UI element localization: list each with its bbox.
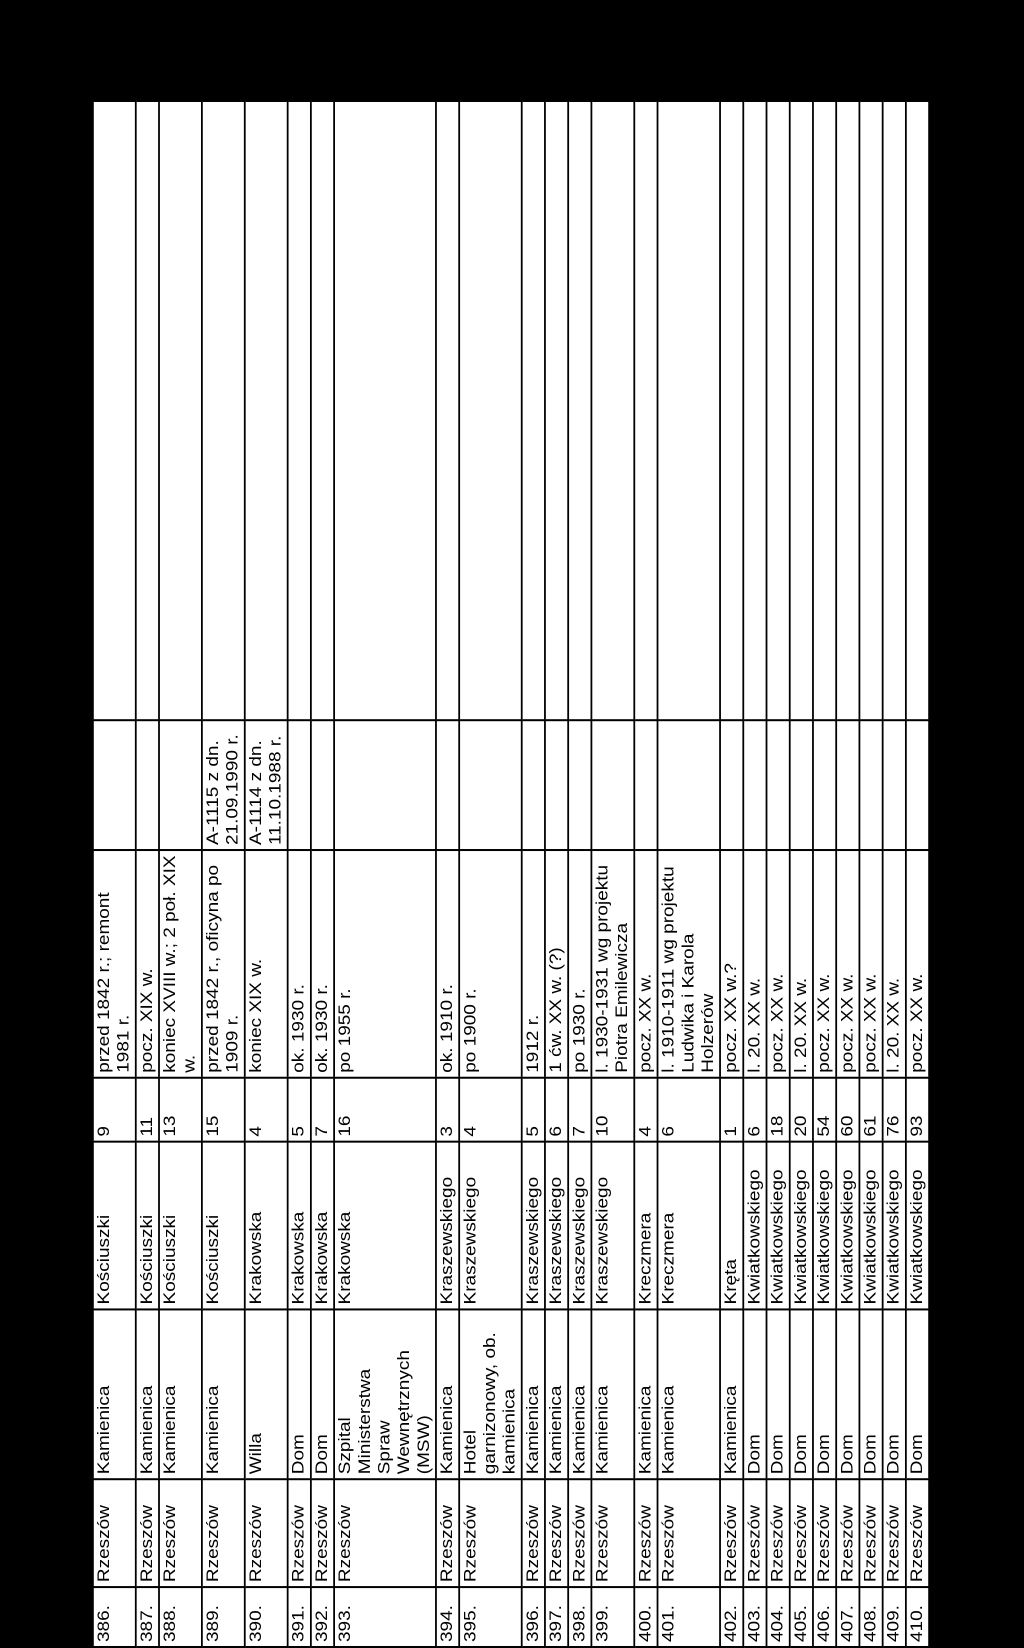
house-number-cell: 5 (288, 1078, 311, 1142)
register-number-cell (311, 720, 334, 850)
register-number-cell (743, 720, 766, 850)
table-row (790, 101, 813, 1647)
empty-cell (634, 101, 657, 720)
house-number-cell: 13 (159, 1078, 202, 1142)
row-number: 391. (288, 1587, 311, 1647)
row-number: 396. (522, 1587, 545, 1647)
object-type-cell: Dom (743, 1309, 766, 1479)
city-cell: Rzeszów (93, 1479, 136, 1587)
table-row (245, 101, 288, 1647)
table-row (836, 101, 859, 1647)
dating-cell: l. 20. XX w. (790, 850, 813, 1078)
row-number: 404. (767, 1587, 790, 1647)
row-number: 402. (720, 1587, 743, 1647)
row-number: 395. (459, 1587, 522, 1647)
dating-cell: pocz. XX w. (767, 850, 790, 1078)
empty-cell (159, 101, 202, 720)
city-cell: Rzeszów (634, 1479, 657, 1587)
object-type-cell: Kamienica (522, 1309, 545, 1479)
house-number-cell: 4 (459, 1078, 522, 1142)
empty-cell (245, 101, 288, 720)
row-number: 403. (743, 1587, 766, 1647)
row-number: 408. (859, 1587, 882, 1647)
house-number-cell: 1 (720, 1078, 743, 1142)
register-number-cell (658, 720, 721, 850)
row-number: 388. (159, 1587, 202, 1647)
table-row (522, 101, 545, 1647)
object-type-cell: Kamienica (545, 1309, 568, 1479)
house-number-cell: 76 (883, 1078, 906, 1142)
dating-cell: po 1900 r. (459, 850, 522, 1078)
dating-cell: pocz. XIX w. (136, 850, 159, 1078)
row-number: 410. (906, 1587, 929, 1647)
table-body (93, 101, 929, 1647)
city-cell: Rzeszów (522, 1479, 545, 1587)
empty-cell (545, 101, 568, 720)
empty-cell (658, 101, 721, 720)
row-number: 407. (836, 1587, 859, 1647)
house-number-cell: 54 (813, 1078, 836, 1142)
city-cell: Rzeszów (545, 1479, 568, 1587)
empty-cell (522, 101, 545, 720)
table-row (545, 101, 568, 1647)
city-cell: Rzeszów (568, 1479, 591, 1587)
empty-cell (136, 101, 159, 720)
dating-cell: 1 ćw. XX w. (?) (545, 850, 568, 1078)
empty-cell (720, 101, 743, 720)
street-cell: Krakowska (311, 1142, 334, 1310)
row-number: 390. (245, 1587, 288, 1647)
street-cell: Kwiatkowskiego (767, 1142, 790, 1310)
row-number: 389. (202, 1587, 245, 1647)
street-cell: Kraszewskiego (568, 1142, 591, 1310)
object-type-cell: Dom (790, 1309, 813, 1479)
house-number-cell: 3 (436, 1078, 459, 1142)
register-number-cell (136, 720, 159, 850)
object-type-cell: Dom (311, 1309, 334, 1479)
register-number-cell (568, 720, 591, 850)
street-cell: Kwiatkowskiego (813, 1142, 836, 1310)
object-type-cell: Dom (767, 1309, 790, 1479)
street-cell: Kościuszki (159, 1142, 202, 1310)
city-cell: Rzeszów (136, 1479, 159, 1587)
city-cell: Rzeszów (288, 1479, 311, 1587)
register-number-cell (836, 720, 859, 850)
register-number-cell (906, 720, 929, 850)
empty-cell (568, 101, 591, 720)
house-number-cell: 7 (311, 1078, 334, 1142)
object-type-cell: Kamienica (159, 1309, 202, 1479)
register-number-cell (522, 720, 545, 850)
empty-cell (202, 101, 245, 720)
empty-cell (459, 101, 522, 720)
table-row (743, 101, 766, 1647)
object-type-cell: Kamienica (202, 1309, 245, 1479)
register-number-cell (767, 720, 790, 850)
table-row (311, 101, 334, 1647)
row-number: 397. (545, 1587, 568, 1647)
table-row (906, 101, 929, 1647)
city-cell: Rzeszów (720, 1479, 743, 1587)
city-cell: Rzeszów (311, 1479, 334, 1587)
dating-cell: koniec XIX w. (245, 850, 288, 1078)
dating-cell: po 1930 r. (568, 850, 591, 1078)
register-number-cell (334, 720, 436, 850)
dating-cell: l. 1910-1911 wg projektu Ludwika i Karola Holzerów (658, 850, 721, 1078)
street-cell: Krakowska (245, 1142, 288, 1310)
row-number: 394. (436, 1587, 459, 1647)
object-type-cell: Kamienica (93, 1309, 136, 1479)
city-cell: Rzeszów (436, 1479, 459, 1587)
street-cell: Kościuszki (202, 1142, 245, 1310)
object-type-cell: Dom (836, 1309, 859, 1479)
dating-cell: pocz. XX w. (836, 850, 859, 1078)
house-number-cell: 6 (545, 1078, 568, 1142)
street-cell: Krakowska (334, 1142, 436, 1310)
dating-cell: l. 20. XX w. (743, 850, 766, 1078)
street-cell: Kościuszki (93, 1142, 136, 1310)
table-row (159, 101, 202, 1647)
street-cell: Kraszewskiego (591, 1142, 634, 1310)
table-row (93, 101, 136, 1647)
street-cell: Kreczmera (634, 1142, 657, 1310)
city-cell: Rzeszów (245, 1479, 288, 1587)
object-type-cell: Dom (813, 1309, 836, 1479)
house-number-cell: 4 (245, 1078, 288, 1142)
city-cell: Rzeszów (334, 1479, 436, 1587)
row-number: 399. (591, 1587, 634, 1647)
table-row (720, 101, 743, 1647)
house-number-cell: 61 (859, 1078, 882, 1142)
house-number-cell: 6 (743, 1078, 766, 1142)
dating-cell: ok. 1930 r. (311, 850, 334, 1078)
object-type-cell: Willa (245, 1309, 288, 1479)
register-number-cell (859, 720, 882, 850)
empty-cell (883, 101, 906, 720)
empty-cell (836, 101, 859, 720)
city-cell: Rzeszów (836, 1479, 859, 1587)
street-cell: Kraszewskiego (436, 1142, 459, 1310)
house-number-cell: 60 (836, 1078, 859, 1142)
city-cell: Rzeszów (906, 1479, 929, 1587)
table-row (288, 101, 311, 1647)
city-cell: Rzeszów (859, 1479, 882, 1587)
row-number: 405. (790, 1587, 813, 1647)
empty-cell (288, 101, 311, 720)
empty-cell (436, 101, 459, 720)
street-cell: Kraszewskiego (545, 1142, 568, 1310)
street-cell: Kościuszki (136, 1142, 159, 1310)
object-type-cell: Szpital Ministerstwa Spraw Wewnętrznych (MSW) (334, 1309, 436, 1479)
empty-cell (334, 101, 436, 720)
dating-cell: po 1955 r. (334, 850, 436, 1078)
city-cell: Rzeszów (459, 1479, 522, 1587)
dating-cell: l. 20. XX w. (883, 850, 906, 1078)
object-type-cell: Dom (288, 1309, 311, 1479)
register-number-cell (459, 720, 522, 850)
street-cell: Kwiatkowskiego (743, 1142, 766, 1310)
row-number: 409. (883, 1587, 906, 1647)
street-cell: Krakowska (288, 1142, 311, 1310)
empty-cell (93, 101, 136, 720)
house-number-cell: 93 (906, 1078, 929, 1142)
table-row (859, 101, 882, 1647)
table-row (767, 101, 790, 1647)
city-cell: Rzeszów (767, 1479, 790, 1587)
city-cell: Rzeszów (743, 1479, 766, 1587)
dating-cell: pocz. XX w. (634, 850, 657, 1078)
object-type-cell: Dom (859, 1309, 882, 1479)
register-number-cell (545, 720, 568, 850)
row-number: 393. (334, 1587, 436, 1647)
street-cell: Kwiatkowskiego (790, 1142, 813, 1310)
row-number: 387. (136, 1587, 159, 1647)
empty-cell (813, 101, 836, 720)
dating-cell: pocz. XX w. (859, 850, 882, 1078)
dating-cell: ok. 1930 r. (288, 850, 311, 1078)
city-cell: Rzeszów (202, 1479, 245, 1587)
register-number-cell (436, 720, 459, 850)
table-row (591, 101, 634, 1647)
register-number-cell (159, 720, 202, 850)
street-cell: Kraszewskiego (459, 1142, 522, 1310)
object-type-cell: Hotel garnizonowy, ob. kamienica (459, 1309, 522, 1479)
city-cell: Rzeszów (790, 1479, 813, 1587)
table-row (568, 101, 591, 1647)
register-number-cell (591, 720, 634, 850)
register-number-cell (288, 720, 311, 850)
object-type-cell: Kamienica (658, 1309, 721, 1479)
table-row (634, 101, 657, 1647)
street-cell: Kwiatkowskiego (859, 1142, 882, 1310)
object-type-cell: Kamienica (634, 1309, 657, 1479)
street-cell: Kwiatkowskiego (906, 1142, 929, 1310)
empty-cell (859, 101, 882, 720)
dating-cell: 1912 r. (522, 850, 545, 1078)
row-number: 392. (311, 1587, 334, 1647)
house-number-cell: 4 (634, 1078, 657, 1142)
dating-cell: koniec XVIII w.; 2 poł. XIX w. (159, 850, 202, 1078)
street-cell: Kwiatkowskiego (836, 1142, 859, 1310)
house-number-cell: 20 (790, 1078, 813, 1142)
row-number: 401. (658, 1587, 721, 1647)
street-cell: Kraszewskiego (522, 1142, 545, 1310)
city-cell: Rzeszów (883, 1479, 906, 1587)
register-number-cell: A-1115 z dn. 21.09.1990 r. (202, 720, 245, 850)
dating-cell: pocz. XX w. (906, 850, 929, 1078)
object-type-cell: Dom (883, 1309, 906, 1479)
register-number-cell (93, 720, 136, 850)
register-number-cell: A-1114 z dn. 11.10.1988 r. (245, 720, 288, 850)
dating-cell: przed 1842 r., oficyna po 1909 r. (202, 850, 245, 1078)
row-number: 406. (813, 1587, 836, 1647)
monuments-register-table (92, 100, 930, 1648)
object-type-cell: Kamienica (568, 1309, 591, 1479)
empty-cell (311, 101, 334, 720)
object-type-cell: Dom (906, 1309, 929, 1479)
city-cell: Rzeszów (591, 1479, 634, 1587)
empty-cell (790, 101, 813, 720)
register-number-cell (813, 720, 836, 850)
dating-cell: pocz. XX w.? (720, 850, 743, 1078)
house-number-cell: 5 (522, 1078, 545, 1142)
house-number-cell: 6 (658, 1078, 721, 1142)
register-number-cell (634, 720, 657, 850)
city-cell: Rzeszów (813, 1479, 836, 1587)
street-cell: Kręta (720, 1142, 743, 1310)
dating-cell: przed 1842 r.; remont 1981 r. (93, 850, 136, 1078)
dating-cell: l. 1930-1931 wg projektu Piotra Emilewicza (591, 850, 634, 1078)
object-type-cell: Kamienica (720, 1309, 743, 1479)
table-row (883, 101, 906, 1647)
empty-cell (906, 101, 929, 720)
table-row (202, 101, 245, 1647)
street-cell: Kwiatkowskiego (883, 1142, 906, 1310)
table-row (136, 101, 159, 1647)
object-type-cell: Kamienica (591, 1309, 634, 1479)
register-number-cell (720, 720, 743, 850)
row-number: 386. (93, 1587, 136, 1647)
empty-cell (743, 101, 766, 720)
house-number-cell: 10 (591, 1078, 634, 1142)
table-row (459, 101, 522, 1647)
empty-cell (767, 101, 790, 720)
table-row (813, 101, 836, 1647)
house-number-cell: 15 (202, 1078, 245, 1142)
row-number: 400. (634, 1587, 657, 1647)
object-type-cell: Kamienica (436, 1309, 459, 1479)
register-number-cell (883, 720, 906, 850)
house-number-cell: 7 (568, 1078, 591, 1142)
city-cell: Rzeszów (159, 1479, 202, 1587)
table-row (436, 101, 459, 1647)
dating-cell: ok. 1910 r. (436, 850, 459, 1078)
table-row (334, 101, 436, 1647)
rotated-table-container (92, 100, 930, 1648)
house-number-cell: 16 (334, 1078, 436, 1142)
house-number-cell: 18 (767, 1078, 790, 1142)
city-cell: Rzeszów (658, 1479, 721, 1587)
house-number-cell: 11 (136, 1078, 159, 1142)
street-cell: Kreczmera (658, 1142, 721, 1310)
row-number: 398. (568, 1587, 591, 1647)
dating-cell: pocz. XX w. (813, 850, 836, 1078)
object-type-cell: Kamienica (136, 1309, 159, 1479)
table-row (658, 101, 721, 1647)
house-number-cell: 9 (93, 1078, 136, 1142)
empty-cell (591, 101, 634, 720)
register-number-cell (790, 720, 813, 850)
